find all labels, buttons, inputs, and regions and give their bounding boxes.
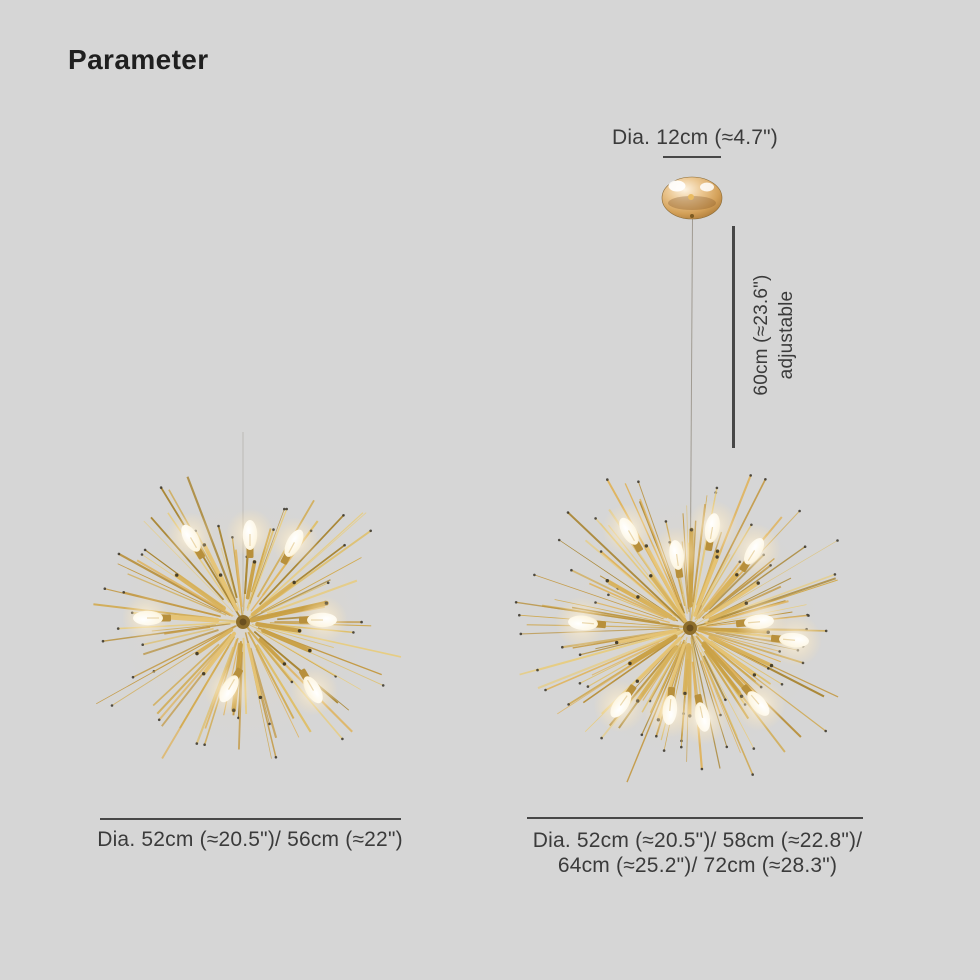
large-dim-text-line1: Dia. 52cm (≈20.5")/ 58cm (≈22.8")/ [532,829,863,852]
large-chandelier-dimension-line [527,817,863,819]
drop-dimension-label [749,250,801,420]
canopy-dimension-line [663,156,721,158]
drop-adjustable-text: adjustable [776,290,797,380]
large-dim-text-line2: 64cm (≈25.2")/ 72cm (≈28.3") [557,854,838,877]
canopy-dimension-label: Dia. 12cm (≈4.7") [612,126,778,149]
drop-length-text: 60cm (≈23.6") [751,274,772,396]
large-chandelier-dimension-label [515,828,880,878]
drop-dimension-line [732,226,735,448]
large-chandelier-image [515,474,839,782]
small-chandelier-image [93,477,401,759]
small-chandelier-dimension-label: Dia. 52cm (≈20.5")/ 56cm (≈22") [97,828,403,851]
page-title: Parameter [68,44,209,75]
canopy-image [662,177,722,219]
small-chandelier-dimension-line [100,818,401,820]
